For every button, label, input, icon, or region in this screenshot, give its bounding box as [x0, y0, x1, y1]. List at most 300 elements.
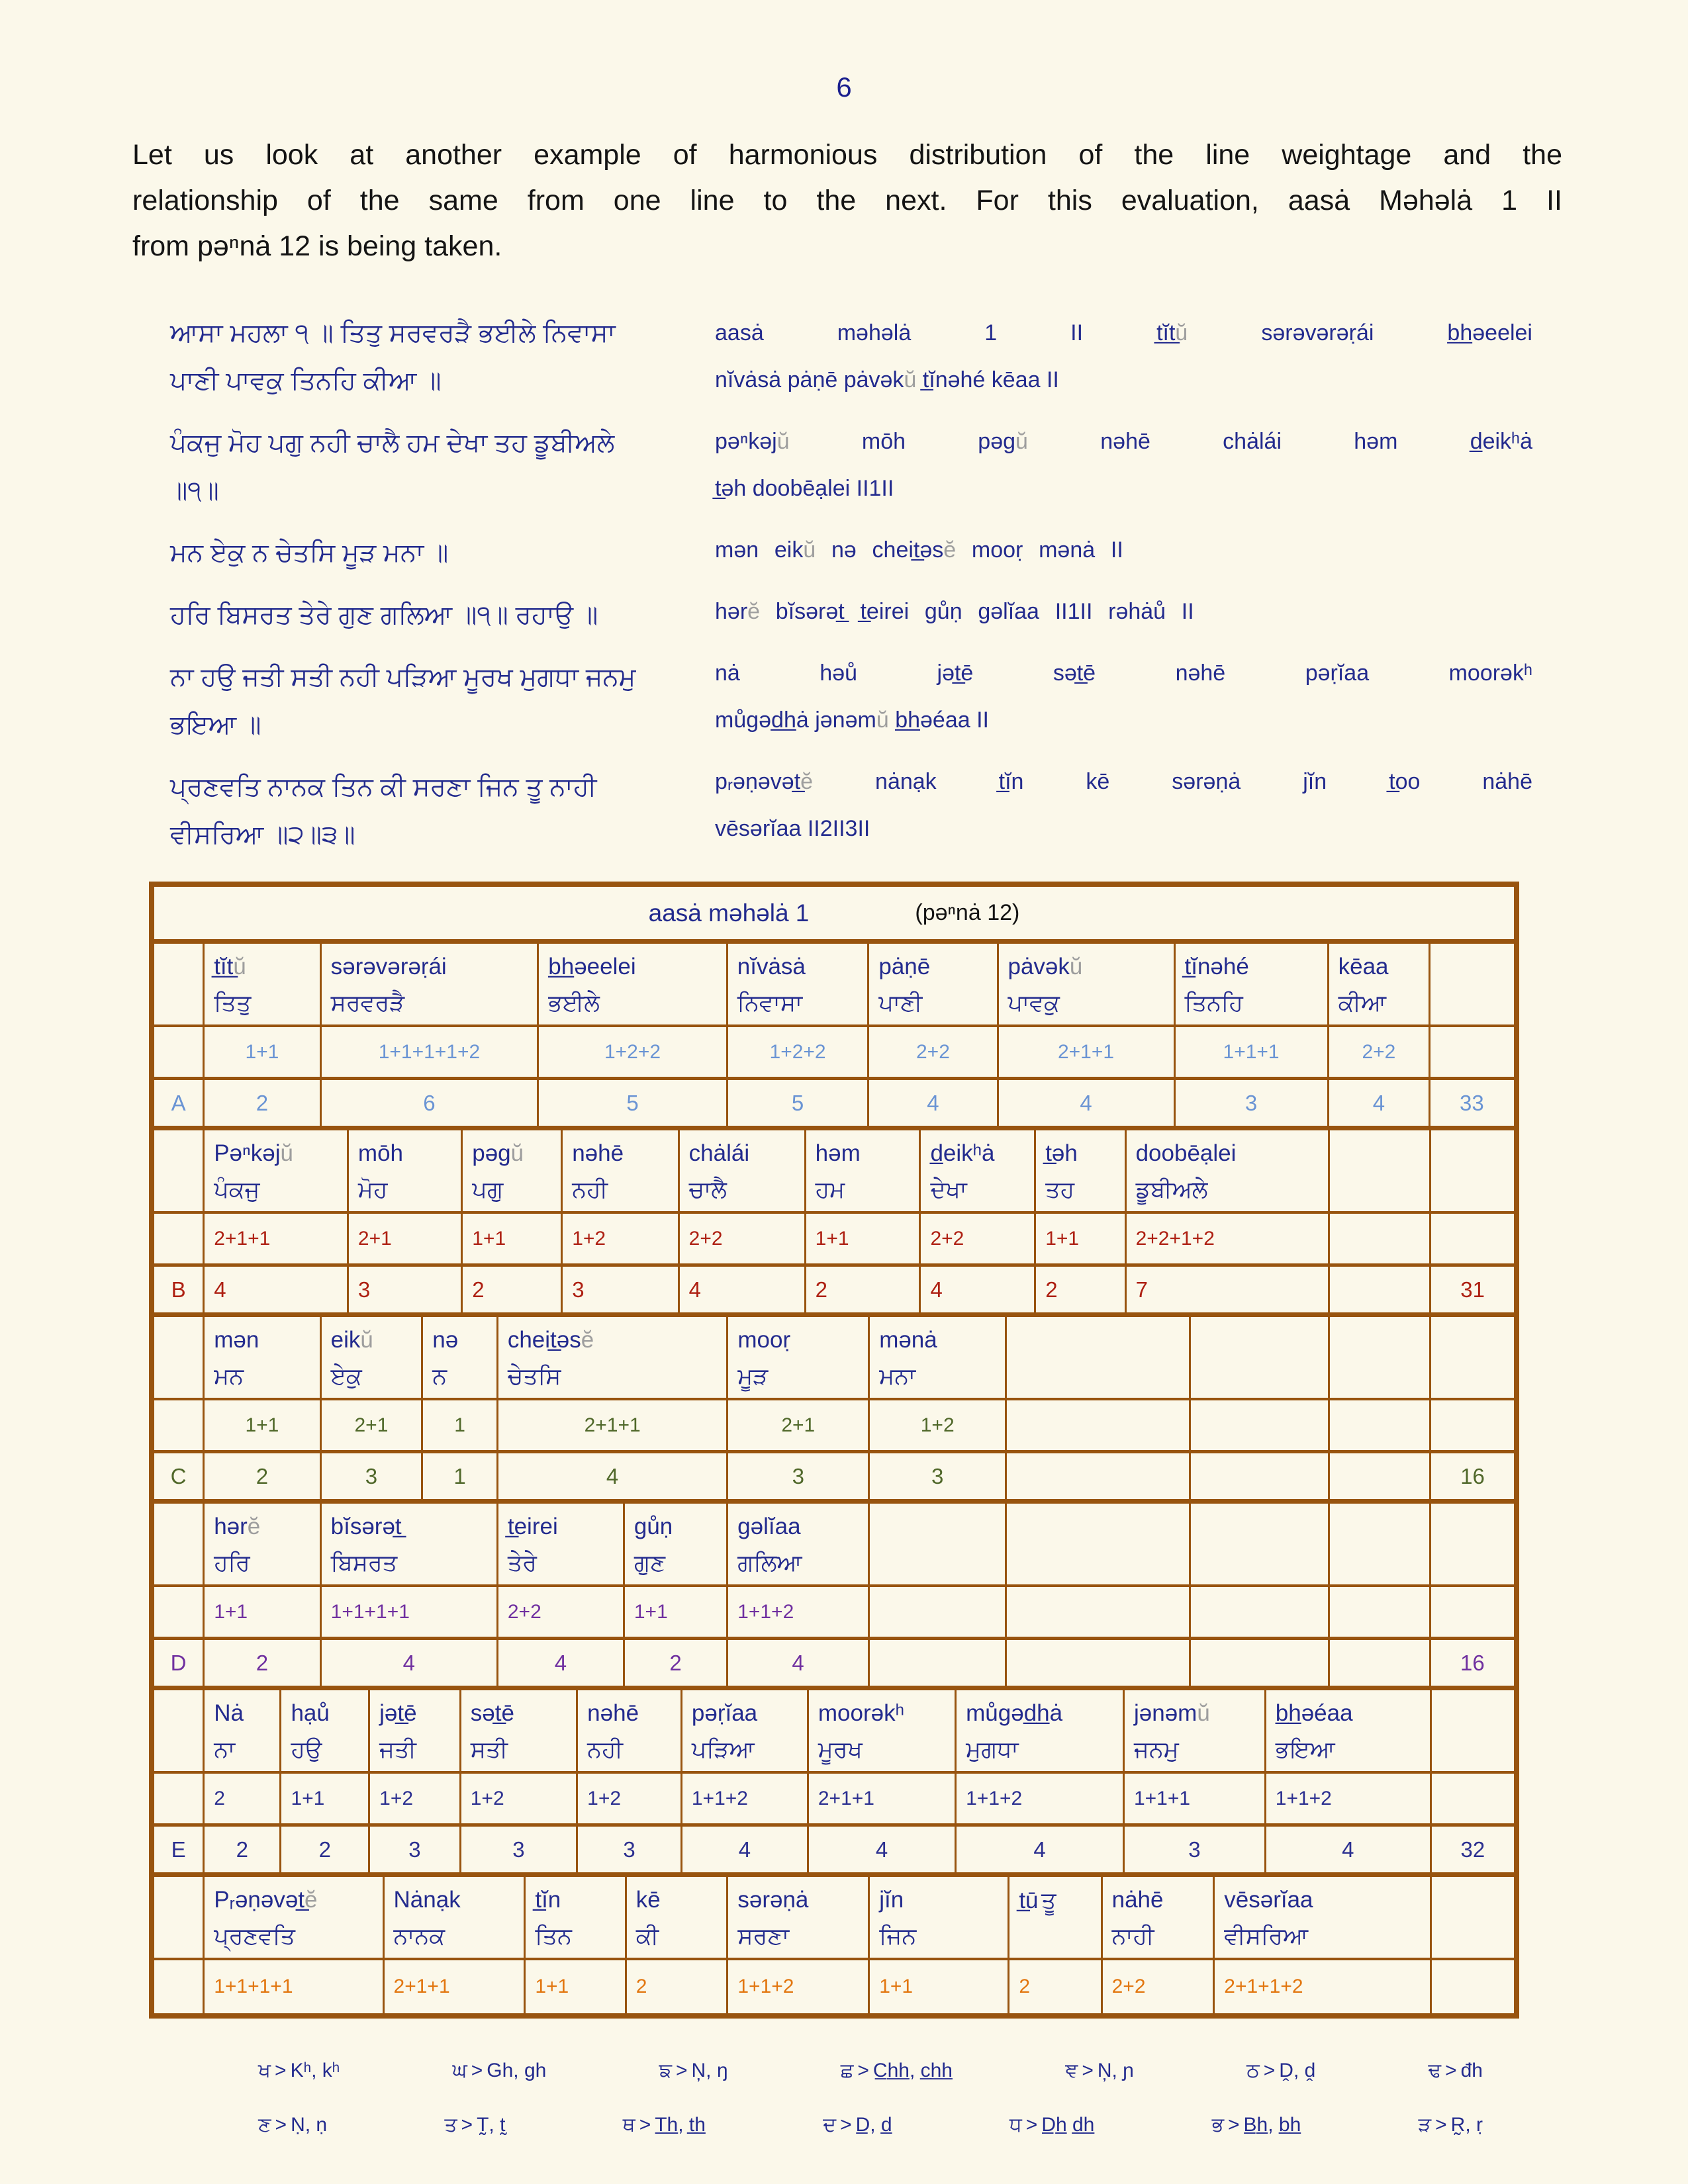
empty-cell	[1432, 1877, 1514, 1958]
word-cell: b̲h̲əeelei ਭਈਲੇ	[539, 944, 728, 1024]
word-cell: mooṛ ਮੂੜ	[728, 1317, 870, 1398]
phonetic-legend	[258, 2044, 1483, 2152]
empty-cell	[1330, 1267, 1432, 1312]
transliteration-line: aasȧ məhəlȧ 1 II t̲ĭt̲ŭ sərəvərəṛái b̲h̲əeelei	[715, 320, 1532, 345]
weight-cell: 1+1	[625, 1587, 728, 1637]
legend-gurmukhi-letter: ਧ	[1009, 2114, 1022, 2136]
empty-cell	[870, 1640, 1007, 1686]
weight-cell: 2+1+1+2	[1215, 1960, 1431, 2013]
word-cell: hərĕ ਹਰਿ	[205, 1504, 321, 1584]
legend-entry	[444, 2114, 505, 2136]
legend-gurmukhi-letter: ਙ	[659, 2060, 672, 2081]
label-cell	[154, 1400, 205, 1450]
table-row-weights	[154, 1587, 1514, 1640]
table-row-weights	[154, 1960, 1514, 2013]
weight-cell: 2+1+1	[385, 1960, 526, 2013]
sum-cell: 4	[957, 1827, 1125, 1872]
weight-cell: 1+1+2	[728, 1587, 870, 1637]
empty-cell	[1007, 1504, 1191, 1584]
weight-cell: 2+1+1	[498, 1400, 729, 1450]
empty-cell	[1330, 1504, 1432, 1584]
word-cell: bĭsərət̲ ਬਿਸਰਤ	[322, 1504, 498, 1584]
weight-cell: 1+1+1+1	[322, 1587, 498, 1637]
weightage-table	[149, 882, 1519, 2019]
legend-latin-value: N̦, ŋ	[691, 2060, 728, 2081]
empty-cell	[1007, 1453, 1191, 1499]
legend-latin-value: D̲h̲ d̲h̲	[1041, 2114, 1095, 2136]
table-row-sums	[154, 1080, 1514, 1130]
section-label: A	[154, 1080, 205, 1126]
sum-cell: 3	[870, 1453, 1007, 1499]
label-cell	[154, 1214, 205, 1263]
empty-cell	[1431, 1400, 1513, 1450]
word-cell: sərəvərəṛái ਸਰਵਰੜੈ	[322, 944, 539, 1024]
sum-cell: 3	[578, 1827, 682, 1872]
sum-cell: 5	[539, 1080, 728, 1126]
word-cell: Pᵣəṇəvət̲ĕ ਪ੍ਰਣਵਤਿ	[205, 1877, 384, 1958]
weight-cell: 1+1+2	[1266, 1774, 1432, 1823]
section-label: E	[154, 1827, 205, 1872]
word-cell: sərəṇȧ ਸਰਣਾ	[728, 1877, 870, 1958]
empty-cell	[1431, 1587, 1513, 1637]
legend-separator: >	[1435, 2114, 1447, 2136]
label-cell	[154, 1130, 205, 1211]
page-number: 6	[836, 71, 852, 103]
row-total: 31	[1460, 1277, 1485, 1302]
legend-latin-value: D̲, d̲	[855, 2114, 892, 2136]
legend-gurmukhi-letter: ਘ	[452, 2060, 467, 2081]
label-cell	[154, 1504, 205, 1584]
sum-cell: 4	[322, 1640, 498, 1686]
transliteration-line: nĭvȧsȧ pȧṇē pȧvəkŭ t̲ĭnəhé kēaa II	[715, 367, 1059, 392]
word-cell: pȧvəkŭ ਪਾਵਕੁ	[999, 944, 1176, 1024]
empty-cell	[1191, 1640, 1330, 1686]
section-label: B	[154, 1267, 205, 1312]
sum-cell: 2	[281, 1827, 370, 1872]
sum-cell: 4	[205, 1267, 349, 1312]
sum-cell: 2	[205, 1453, 321, 1499]
table-row-sums	[154, 1267, 1514, 1317]
legend-entry	[258, 2060, 340, 2082]
empty-cell	[1330, 1317, 1432, 1398]
table-row-words	[154, 944, 1514, 1027]
word-cell: t̲ū ਤੂ	[1009, 1877, 1102, 1958]
empty-cell	[1432, 1774, 1514, 1823]
table-row-sums	[154, 1453, 1514, 1504]
word-cell: t̲eirei ਤੇਰੇ	[498, 1504, 625, 1584]
legend-gurmukhi-letter: ਢ	[1428, 2060, 1442, 2081]
word-cell: nəhē ਨਹੀ	[563, 1130, 679, 1211]
sum-cell: 2	[806, 1267, 921, 1312]
sum-cell: 3	[461, 1827, 578, 1872]
word-cell: Nȧnạk ਨਾਨਕ	[385, 1877, 526, 1958]
label-cell	[154, 944, 205, 1024]
gurmukhi-line: ਹਰਿ ਬਿਸਰਤ ਤੇਰੇ ਗੁਣ ਗਲਿਆ ॥੧॥ ਰਹਾਉ ॥	[170, 601, 598, 629]
word-cell: chȧlái ਚਾਲੈ	[680, 1130, 806, 1211]
section-label: C	[154, 1453, 205, 1499]
legend-gurmukhi-letter: ਦ	[823, 2114, 837, 2136]
empty-cell	[870, 1587, 1007, 1637]
sum-cell: 4	[921, 1267, 1036, 1312]
empty-cell	[1432, 1690, 1514, 1771]
legend-entry	[1419, 2114, 1483, 2136]
weight-cell: 1+1+2	[682, 1774, 809, 1823]
weight-cell: 1+1	[205, 1027, 321, 1077]
row-total: 16	[1460, 1463, 1485, 1488]
sum-cell: 4	[999, 1080, 1176, 1126]
word-cell: t̲əh ਤਹ	[1036, 1130, 1126, 1211]
weight-cell: 1+2	[563, 1214, 679, 1263]
empty-cell	[1330, 1400, 1432, 1450]
transliteration-verse	[715, 758, 1532, 852]
label-cell	[154, 1774, 205, 1823]
legend-separator: >	[275, 2060, 287, 2081]
transliteration-line: vēsərĭaa II2II3II	[715, 816, 870, 841]
sum-cell: 4	[809, 1827, 957, 1872]
transliteration-verse	[715, 588, 1532, 635]
verse-columns	[162, 310, 1532, 874]
word-cell: hạů ਹਉ	[281, 1690, 370, 1771]
gurmukhi-line: ॥੧॥	[170, 477, 219, 505]
word-cell: nĭvȧsȧ ਨਿਵਾਸਾ	[728, 944, 870, 1024]
word-cell: b̲h̲əéaa ਭਇਆ	[1266, 1690, 1432, 1771]
weight-cell: 1+1+1+1+2	[322, 1027, 539, 1077]
empty-cell	[1431, 1317, 1513, 1398]
legend-separator: >	[275, 2114, 287, 2136]
legend-row	[258, 2044, 1483, 2098]
legend-entry	[1246, 2060, 1315, 2082]
empty-cell	[1431, 1130, 1513, 1211]
empty-cell	[1431, 1214, 1513, 1263]
empty-cell	[1007, 1400, 1191, 1450]
intro-line: relationship of the same from one line to the next. For this evaluation, aasȧ Məhəlȧ 1 II	[132, 185, 1562, 216]
sum-cell: 3	[349, 1267, 463, 1312]
table-row-weights	[154, 1214, 1514, 1267]
legend-entry	[1428, 2060, 1483, 2082]
legend-gurmukhi-letter: ਞ	[1065, 2060, 1078, 2081]
empty-cell	[1191, 1317, 1330, 1398]
gurmukhi-line: ਪੰਕਜੁ ਮੋਹ ਪਗੁ ਨਹੀ ਚਾਲੈ ਹਮ ਦੇਖਾ ਤਹ ਡੂਬੀਅਲੇ	[170, 429, 615, 457]
sum-cell: 1	[423, 1453, 498, 1499]
legend-latin-value: B̲h̲, b̲h̲	[1243, 2114, 1301, 2136]
empty-cell	[1007, 1587, 1191, 1637]
sum-cell: 4	[728, 1640, 870, 1686]
transliteration-verse	[715, 527, 1532, 574]
section-label: D	[154, 1640, 205, 1686]
gurmukhi-verse	[162, 592, 745, 639]
legend-gurmukhi-letter: ਣ	[258, 2114, 271, 2136]
legend-latin-value: Ḓ, ḓ	[1279, 2060, 1316, 2081]
empty-cell	[1432, 1960, 1514, 2013]
weight-cell: 2	[627, 1960, 729, 2013]
word-cell: sət̲ē ਸਤੀ	[461, 1690, 578, 1771]
gurmukhi-line: ਭਇਆ ॥	[170, 711, 261, 739]
word-cell: t̲ĭnəhé ਤਿਨਹਿ	[1176, 944, 1329, 1024]
legend-entry	[823, 2114, 892, 2136]
row-total: 16	[1460, 1650, 1485, 1675]
word-cell: jət̲ē ਜਤੀ	[370, 1690, 461, 1771]
weight-cell: 2	[1009, 1960, 1102, 2013]
sum-cell: 2	[625, 1640, 728, 1686]
label-cell	[154, 1877, 205, 1958]
legend-separator: >	[840, 2114, 852, 2136]
legend-latin-value: đh	[1460, 2060, 1483, 2081]
sum-cell: 3	[1125, 1827, 1266, 1872]
word-cell: můgəd̲h̲ȧ ਮੁਗਧਾ	[957, 1690, 1125, 1771]
weight-cell: 2+2	[680, 1214, 806, 1263]
legend-separator: >	[639, 2114, 651, 2136]
legend-entry	[452, 2060, 546, 2082]
legend-latin-value: N̦, ɲ	[1097, 2060, 1134, 2081]
weight-cell: 1+2	[870, 1400, 1007, 1450]
gurmukhi-line: ਮਨ ਏਕੁ ਨ ਚੇਤਸਿ ਮੂੜ ਮਨਾ ॥	[170, 539, 449, 567]
word-cell: həm ਹਮ	[806, 1130, 921, 1211]
weight-cell: 1+1	[463, 1214, 563, 1263]
word-cell: vēsərĭaa ਵੀਸਰਿਆ	[1215, 1877, 1431, 1958]
legend-separator: >	[1025, 2114, 1038, 2136]
label-cell	[154, 1317, 205, 1398]
weight-cell: 2	[205, 1774, 281, 1823]
table-row-words	[154, 1690, 1514, 1774]
sum-cell: 2	[205, 1080, 321, 1126]
weight-cell: 2+2	[1103, 1960, 1215, 2013]
weight-cell: 2+1	[728, 1400, 870, 1450]
word-cell: kēaa ਕੀਆ	[1329, 944, 1431, 1024]
word-cell: gůṇ ਗੁਣ	[625, 1504, 728, 1584]
table-row-sums	[154, 1640, 1514, 1690]
weight-cell: 2+1+1	[809, 1774, 957, 1823]
word-cell: Nȧ ਨਾ	[205, 1690, 281, 1771]
legend-latin-value: C̲h̲h̲, c̲h̲h̲	[872, 2060, 953, 2081]
empty-cell	[1431, 1504, 1513, 1584]
empty-cell	[1430, 1027, 1513, 1077]
empty-cell	[1191, 1400, 1330, 1450]
legend-gurmukhi-letter: ੜ	[1418, 2114, 1432, 2136]
empty-cell	[1191, 1453, 1330, 1499]
weight-cell: 2+2	[921, 1214, 1036, 1263]
legend-entry	[258, 2114, 327, 2136]
row-total: 32	[1460, 1837, 1485, 1862]
sum-cell: 3	[322, 1453, 424, 1499]
gurmukhi-line: ਪਾਣੀ ਪਾਵਕੁ ਤਿਨਹਿ ਕੀਆ ॥	[170, 367, 442, 395]
word-cell: doobēạlei ਡੂਬੀਅਲੇ	[1127, 1130, 1330, 1211]
sum-cell: 6	[322, 1080, 539, 1126]
weight-cell: 2+1	[322, 1400, 424, 1450]
table-row-words	[154, 1317, 1514, 1400]
sum-cell: 3	[728, 1453, 870, 1499]
sum-cell: 4	[869, 1080, 998, 1126]
empty-cell	[1330, 1214, 1432, 1263]
weight-cell: 1+1	[281, 1774, 370, 1823]
weight-cell: 2+2	[1329, 1027, 1431, 1077]
sum-cell: 4	[498, 1453, 729, 1499]
transliteration-line: t̲əh doobēạlei II1II	[715, 476, 894, 501]
legend-separator: >	[471, 2060, 483, 2081]
weight-cell: 1+1	[806, 1214, 921, 1263]
legend-gurmukhi-letter: ਛ	[840, 2060, 854, 2081]
empty-cell	[1191, 1587, 1330, 1637]
legend-separator: >	[1082, 2060, 1094, 2081]
gurmukhi-verse	[162, 529, 745, 577]
gurmukhi-column	[162, 310, 745, 874]
weight-cell: 1+2+2	[728, 1027, 870, 1077]
weight-cell: 1+1	[526, 1960, 626, 2013]
row-total: 33	[1460, 1090, 1484, 1115]
transliteration-line: nȧ həů jət̲ē sət̲ē nəhē pəṛĭaa moorəkʰ	[715, 660, 1532, 686]
gurmukhi-verse	[162, 764, 745, 859]
weight-cell: 1+1+2	[728, 1960, 870, 2013]
legend-latin-value: T̲h̲, t̲h̲	[655, 2114, 706, 2136]
sum-cell: 4	[682, 1827, 809, 1872]
sum-cell: 5	[728, 1080, 870, 1126]
legend-gurmukhi-letter: ਥ	[622, 2114, 635, 2136]
sum-cell: 3	[370, 1827, 461, 1872]
legend-latin-value: T̰, t̰	[477, 2114, 506, 2136]
weight-cell: 2+1+1	[999, 1027, 1176, 1077]
legend-separator: >	[1263, 2060, 1276, 2081]
legend-latin-value: Gh, gh	[487, 2060, 547, 2081]
word-cell: mənȧ ਮਨਾ	[870, 1317, 1007, 1398]
transliteration-line: pəⁿkəjŭ mōh pəgŭ nəhē chȧlái həm d̲eikʰȧ	[715, 429, 1533, 454]
intro-paragraph	[132, 132, 1562, 269]
weight-cell: 1	[423, 1400, 498, 1450]
weight-cell: 2+2	[498, 1587, 625, 1637]
sum-cell: 4	[1266, 1827, 1432, 1872]
empty-cell	[1330, 1130, 1432, 1211]
weight-cell: 1+2	[578, 1774, 682, 1823]
table-row-weights	[154, 1774, 1514, 1827]
label-cell	[154, 1027, 205, 1077]
sum-cell: 2	[205, 1827, 281, 1872]
table-row-weights	[154, 1027, 1514, 1080]
empty-cell	[870, 1504, 1007, 1584]
sum-cell: 4	[1329, 1080, 1431, 1126]
table-title-note: (pəⁿnȧ 12)	[915, 900, 1020, 925]
word-cell: cheit̲əsĕ ਚੇਤਸਿ	[498, 1317, 729, 1398]
transliteration-verse	[715, 310, 1532, 404]
word-cell: pȧṇē ਪਾਣੀ	[869, 944, 998, 1024]
word-cell: d̲eikʰȧ ਦੇਖਾ	[921, 1130, 1036, 1211]
word-cell: mōh ਮੋਹ	[349, 1130, 463, 1211]
table-title: aasȧ məhəlȧ 1	[648, 899, 810, 927]
sum-cell: 3	[563, 1267, 679, 1312]
legend-separator: >	[1228, 2114, 1240, 2136]
empty-cell	[1007, 1640, 1191, 1686]
word-cell: nəhē ਨਹੀ	[578, 1690, 682, 1771]
table-row-sums	[154, 1827, 1514, 1877]
empty-cell	[1430, 944, 1513, 1024]
weight-cell: 1+1+1+1	[205, 1960, 384, 2013]
transliteration-column	[715, 310, 1532, 874]
legend-separator: >	[857, 2060, 869, 2081]
weight-cell: 1+1+1	[1176, 1027, 1329, 1077]
table-row-words	[154, 1504, 1514, 1587]
weight-cell: 1+1	[1036, 1214, 1126, 1263]
table-body	[154, 944, 1514, 2013]
empty-cell	[1330, 1640, 1432, 1686]
legend-separator: >	[461, 2114, 473, 2136]
label-cell	[154, 1587, 205, 1637]
legend-gurmukhi-letter: ਠ	[1246, 2060, 1260, 2081]
sum-cell: 4	[498, 1640, 625, 1686]
word-cell: jĭn ਜਿਨ	[870, 1877, 1009, 1958]
gurmukhi-line: ਵੀਸਰਿਆ ॥੨॥੩॥	[170, 821, 355, 849]
sum-cell: 2	[1036, 1267, 1126, 1312]
sum-cell: 2	[463, 1267, 563, 1312]
weight-cell: 2+2+1+2	[1127, 1214, 1330, 1263]
word-cell: nȧhē ਨਾਹੀ	[1103, 1877, 1215, 1958]
transliteration-line: můgəd̲h̲ȧ jənəmŭ b̲h̲əéaa II	[715, 707, 989, 733]
empty-cell	[1330, 1587, 1432, 1637]
intro-line: from pəⁿnȧ 12 is being taken.	[132, 230, 502, 262]
legend-latin-value: Kʰ, kʰ	[290, 2060, 340, 2081]
sum-cell: 3	[1176, 1080, 1329, 1126]
weight-cell: 1+1+1	[1125, 1774, 1266, 1823]
word-cell: t̲ĭn ਤਿਨ	[526, 1877, 626, 1958]
word-cell: Pəⁿkəjŭ ਪੰਕਜੁ	[205, 1130, 349, 1211]
transliteration-verse	[715, 650, 1532, 744]
legend-entry	[1065, 2060, 1134, 2082]
legend-latin-value: R̰, ṛ	[1450, 2114, 1483, 2136]
legend-entry	[623, 2114, 706, 2136]
legend-gurmukhi-letter: ਖ	[258, 2060, 271, 2081]
sum-cell: 2	[205, 1640, 321, 1686]
legend-entry	[659, 2060, 727, 2082]
weight-cell: 1+2	[461, 1774, 578, 1823]
empty-cell	[1007, 1317, 1191, 1398]
legend-gurmukhi-letter: ਤ	[444, 2114, 457, 2136]
word-cell: pəṛĭaa ਪੜਿਆ	[682, 1690, 809, 1771]
word-cell: kē ਕੀ	[627, 1877, 729, 1958]
word-cell: jənəmŭ ਜਨਮੁ	[1125, 1690, 1266, 1771]
weight-cell: 1+2+2	[539, 1027, 728, 1077]
legend-latin-value: Ṇ, ṇ	[291, 2114, 328, 2136]
legend-entry	[841, 2060, 953, 2082]
table-row-words	[154, 1130, 1514, 1214]
word-cell: eikŭ ਏਕੁ	[322, 1317, 424, 1398]
gurmukhi-verse	[162, 654, 745, 749]
intro-line: Let us look at another example of harmonious distribution of the line weightage and the	[132, 139, 1562, 171]
word-cell: nə ਨ	[423, 1317, 498, 1398]
legend-gurmukhi-letter: ਭ	[1211, 2114, 1225, 2136]
gurmukhi-line: ਆਸਾ ਮਹਲਾ ੧ ॥ ਤਿਤੁ ਸਰਵਰੜੈ ਭਈਲੇ ਨਿਵਾਸਾ	[170, 319, 616, 347]
weight-cell: 1+1	[205, 1587, 321, 1637]
weight-cell: 1+1+2	[957, 1774, 1125, 1823]
legend-row	[258, 2098, 1483, 2152]
weight-cell: 1+1	[205, 1400, 321, 1450]
transliteration-line: mən eikŭ nə cheit̲əsĕ mooṛ mənȧ II	[715, 537, 1123, 563]
gurmukhi-verse	[162, 420, 745, 515]
transliteration-verse	[715, 418, 1532, 512]
legend-entry	[1009, 2114, 1095, 2136]
word-cell: moorəkʰ ਮੂਰਖ	[809, 1690, 957, 1771]
table-row-weights	[154, 1400, 1514, 1453]
word-cell: t̲ĭt̲ŭ ਤਿਤੁ	[205, 944, 321, 1024]
transliteration-line: hərĕ bĭsərət̲ t̲eirei gůṇ gəlĭaa II1II rəhȧů II	[715, 599, 1194, 624]
sum-cell: 4	[680, 1267, 806, 1312]
weight-cell: 2+2	[869, 1027, 998, 1077]
weight-cell: 1+2	[370, 1774, 461, 1823]
gurmukhi-line: ਨਾ ਹਉ ਜਤੀ ਸਤੀ ਨਹੀ ਪੜਿਆ ਮੂਰਖ ਮੁਗਧਾ ਜਨਮੁ	[170, 663, 636, 692]
empty-cell	[1330, 1453, 1432, 1499]
gurmukhi-line: ਪ੍ਰਣਵਤਿ ਨਾਨਕ ਤਿਨ ਕੀ ਸਰਣਾ ਜਿਨ ਤੂ ਨਾਹੀ	[170, 773, 597, 801]
transliteration-line: pᵣəṇəvət̲ĕ nȧnạk t̲ĭn kē sərəṇȧ jĭn t̲oo nȧhē	[715, 769, 1532, 794]
weight-cell: 1+1	[870, 1960, 1009, 2013]
legend-entry	[1212, 2114, 1301, 2136]
gurmukhi-verse	[162, 310, 745, 405]
word-cell: mən ਮਨ	[205, 1317, 321, 1398]
sum-cell: 7	[1127, 1267, 1330, 1312]
